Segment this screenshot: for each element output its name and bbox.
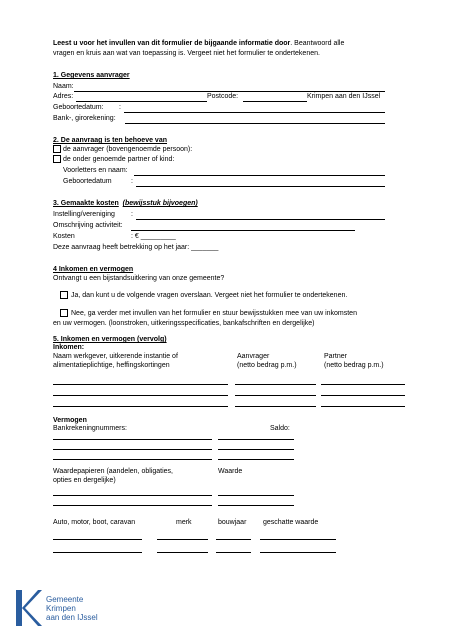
section-2-heading: 2. De aanvraag is ten behoeve van <box>53 137 167 144</box>
voertuig-row-2-bouwjaar[interactable] <box>216 552 251 553</box>
bank-row-3-nummer[interactable] <box>53 459 212 460</box>
logo-line-2: Krimpen <box>46 604 76 613</box>
waardepapier-row-2-waarde[interactable] <box>218 505 294 506</box>
waardepapier-row-2[interactable] <box>53 505 212 506</box>
plaats-text: Krimpen aan den IJssel <box>307 93 381 100</box>
section-3-heading: 3. Gemaakte kosten <box>53 200 119 207</box>
bouwjaar-label: bouwjaar <box>218 519 247 526</box>
naam-field[interactable] <box>74 91 385 92</box>
bank-field[interactable] <box>125 123 385 124</box>
ja-checkbox[interactable] <box>60 291 68 299</box>
voorletters-label: Voorletters en naam: <box>63 167 128 174</box>
merk-label: merk <box>176 519 192 526</box>
geschatte-waarde-label: geschatte waarde <box>263 519 319 526</box>
auto-label: Auto, motor, boot, caravan <box>53 519 136 526</box>
bank-row-3-saldo[interactable] <box>218 459 294 460</box>
section-5-heading: 5. Inkomen en vermogen (vervolg) <box>53 336 167 343</box>
s2-geboortedatum-label: Geboortedatum <box>63 178 112 185</box>
inkomen-row-3-werkgever[interactable] <box>53 406 228 407</box>
voertuig-row-2-type[interactable] <box>53 552 142 553</box>
bank-row-2-saldo[interactable] <box>218 449 294 450</box>
nee-option-label-2: en uw vermogen. (loonstroken, uitkeringsspecificaties, bankafschriften en dergelijke) <box>53 320 315 327</box>
col-aanvrager-a: Aanvrager <box>237 353 270 360</box>
adres-label: Adres: <box>53 93 74 100</box>
aanvrager-option-label: de aanvrager (bovengenoemde persoon): <box>63 146 193 153</box>
voertuig-row-1-type[interactable] <box>53 539 142 540</box>
col-werkgever-a: Naam werkgever, uitkerende instantie of <box>53 353 178 360</box>
bankrekeningnummers-label: Bankrekeningnummers: <box>53 425 127 432</box>
nee-checkbox[interactable] <box>60 309 68 317</box>
geboortedatum-field[interactable] <box>124 112 385 113</box>
vermogen-heading: Vermogen <box>53 417 87 424</box>
col-partner-b: (netto bedrag p.m.) <box>324 362 384 369</box>
s2-geboortedatum-colon: : <box>131 178 133 185</box>
intro-line-2: vragen en kruis aan wat van toepassing is. Vergeet niet het formulier te ondertekenen. <box>53 50 320 57</box>
section-3-note: (bewijsstuk bijvoegen) <box>122 200 198 207</box>
bijstand-question: Ontvangt u een bijstandsuitkering van onze gemeente? <box>53 275 225 282</box>
voertuig-row-1-waarde[interactable] <box>260 539 336 540</box>
s2-geboortedatum-field[interactable] <box>136 186 385 187</box>
section-3-heading-line <box>53 200 198 208</box>
inkomen-row-1-aanvrager[interactable] <box>235 384 316 385</box>
voorletters-field[interactable] <box>134 175 385 176</box>
inkomen-row-2-partner[interactable] <box>321 395 405 396</box>
instelling-field[interactable] <box>136 219 385 220</box>
voertuig-row-1-merk[interactable] <box>157 539 208 540</box>
logo-line-3: aan den IJssel <box>46 613 98 622</box>
omschrijving-field[interactable] <box>131 230 355 231</box>
inkomen-row-3-partner[interactable] <box>321 406 405 407</box>
jaar-line[interactable]: Deze aanvraag heeft betrekking op het jaar: _______ <box>53 244 219 251</box>
waardepapieren-label-1: Waardepapieren (aandelen, obligaties, <box>53 468 173 475</box>
inkomen-row-3-aanvrager[interactable] <box>235 406 316 407</box>
intro-line-1 <box>53 40 344 48</box>
saldo-label: Saldo: <box>270 425 290 432</box>
voertuig-row-1-bouwjaar[interactable] <box>216 539 251 540</box>
bank-row-2-nummer[interactable] <box>53 449 212 450</box>
omschrijving-label: Omschrijving activiteit: <box>53 222 123 229</box>
section-4-heading: 4 Inkomen en vermogen <box>53 266 134 273</box>
partner-kind-option-label: de onder genoemde partner of kind: <box>63 156 175 163</box>
bank-row-1-nummer[interactable] <box>53 439 212 440</box>
col-aanvrager-b: (netto bedrag p.m.) <box>237 362 297 369</box>
inkomen-row-1-werkgever[interactable] <box>53 384 228 385</box>
postcode-field[interactable] <box>243 101 307 102</box>
inkomen-row-1-partner[interactable] <box>321 384 405 385</box>
inkomen-row-2-aanvrager[interactable] <box>235 395 316 396</box>
waardepapier-row-1-waarde[interactable] <box>218 495 294 496</box>
nee-option-label-1: Nee, ga verder met invullen van het formulier en stuur bewijsstukken mee van uw inkomsten <box>71 310 357 317</box>
inkomen-row-2-werkgever[interactable] <box>53 395 228 396</box>
col-werkgever-b: alimentatieplichtige, heffingskortingen <box>53 362 170 369</box>
waarde-label: Waarde <box>218 468 243 475</box>
bank-label: Bank-, girorekening: <box>53 115 116 122</box>
voertuig-row-2-waarde[interactable] <box>260 552 336 553</box>
section-1-heading: 1. Gegevens aanvrager <box>53 72 130 79</box>
inkomen-heading: Inkomen: <box>53 344 85 351</box>
bank-row-1-saldo[interactable] <box>218 439 294 440</box>
naam-label: Naam: <box>53 83 74 90</box>
aanvrager-checkbox[interactable] <box>53 145 61 153</box>
col-partner-a: Partner <box>324 353 347 360</box>
intro-bold: Leest u voor het invullen van dit formulier de bijgaande informatie door <box>53 40 291 47</box>
logo-line-1: Gemeente <box>46 595 84 604</box>
kosten-label: Kosten <box>53 233 75 240</box>
geboortedatum-label: Geboortedatum: <box>53 104 104 111</box>
kosten-value[interactable]: : € _________ <box>131 233 176 240</box>
waardepapier-row-1[interactable] <box>53 495 212 496</box>
geboortedatum-colon: : <box>119 104 121 111</box>
partner-kind-checkbox[interactable] <box>53 155 61 163</box>
instelling-label: Instelling/vereniging <box>53 211 115 218</box>
waardepapieren-label-2: opties en dergelijke) <box>53 477 116 484</box>
voertuig-row-2-merk[interactable] <box>157 552 208 553</box>
postcode-label: Postcode: <box>207 93 239 100</box>
instelling-colon: : <box>131 211 133 218</box>
ja-option-label: Ja, dan kunt u de volgende vragen overslaan. Vergeet niet het formulier te ondertekenen. <box>71 292 348 299</box>
logo-k-mark <box>14 588 42 628</box>
adres-field[interactable] <box>76 101 207 102</box>
intro-rest: . Beantwoord alle <box>290 40 345 47</box>
gemeente-logo <box>14 588 124 628</box>
